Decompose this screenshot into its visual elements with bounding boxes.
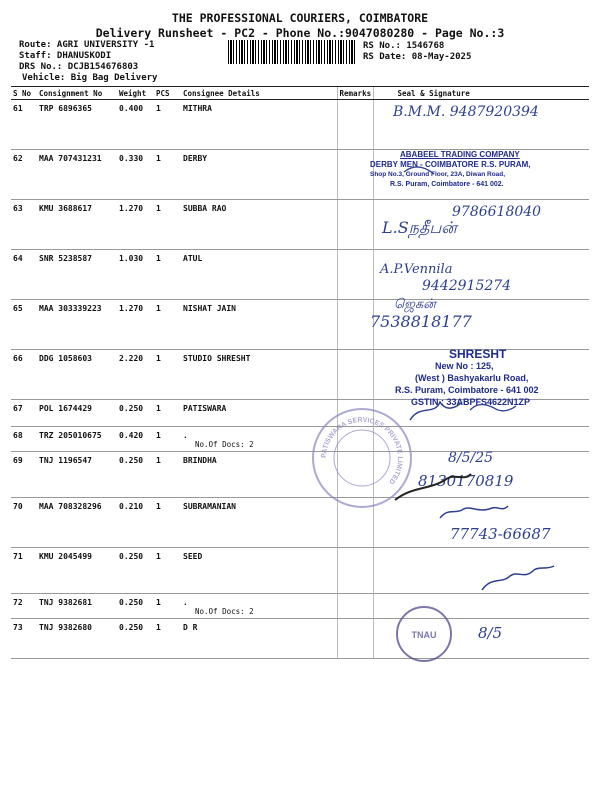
row-sno-text: 72 — [13, 598, 23, 607]
row-consignee-text: PATISWARA — [183, 404, 227, 413]
row-consignment-no-text: MAA 303339223 — [39, 304, 102, 313]
row-weight-text: 0.420 — [119, 431, 144, 440]
shresht-stamp-line-2: New No : 125, — [435, 361, 494, 371]
signature-63-name: L.Sநதீபன் — [382, 218, 457, 237]
row-consignment-no-text: SNR 5238587 — [39, 254, 92, 263]
row-pcs-text: 1 — [156, 456, 161, 465]
row-consignment-no-text: DDG 1058603 — [39, 354, 92, 363]
col-pcs: PCS — [154, 87, 181, 100]
col-sno: S No — [11, 87, 37, 100]
row-sno-text: 65 — [13, 304, 23, 313]
row-sno-text: 70 — [13, 502, 23, 511]
row-sno-text: 67 — [13, 404, 23, 413]
row-pcs-text: 1 — [156, 204, 161, 213]
row-sno-text: 71 — [13, 552, 23, 561]
row-sno-text: 66 — [13, 354, 23, 363]
row-consignment-no-text: KMU 3688617 — [39, 204, 92, 213]
row-weight-text: 0.250 — [119, 598, 144, 607]
signature-scribble-70 — [440, 506, 508, 518]
row-sno-text: 73 — [13, 623, 23, 632]
row-consignee-text: BRINDHA — [183, 456, 217, 465]
derby-stamp-line-4: R.S. Puram, Coimbatore - 641 002. — [390, 181, 504, 188]
row-docs-count: No.Of Docs: 2 — [195, 440, 254, 449]
signature-70-phone: 77743-66687 — [450, 525, 551, 543]
row-consignment-no-text: MAA 708328296 — [39, 502, 102, 511]
signature-65-phone: 7538818177 — [370, 312, 472, 331]
signature-scribble-71 — [482, 566, 554, 590]
row-pcs-text: 1 — [156, 623, 161, 632]
row-weight-text: 0.250 — [119, 623, 144, 632]
row-pcs-text: 1 — [156, 598, 161, 607]
signature-scribble-69 — [395, 474, 471, 500]
row-weight-text: 0.210 — [119, 502, 144, 511]
row-consignee-text: MITHRA — [183, 104, 212, 113]
row-consignee-text: SEED — [183, 552, 203, 561]
row-consignee-text: SUBRAMANIAN — [183, 502, 236, 511]
row-sno-text: 62 — [13, 154, 23, 163]
shresht-stamp-line-1: SHRESHT — [449, 347, 507, 361]
derby-stamp-line-3: Shop No.3, Ground Floor, 23A, Diwan Road, — [370, 171, 506, 178]
row-weight-text: 0.250 — [119, 552, 144, 561]
row-pcs-text: 1 — [156, 404, 161, 413]
rs-date: RS Date: 08-May-2025 — [363, 52, 472, 62]
signature-61: B.M.M. 9487920394 — [393, 104, 539, 120]
row-consignment-no-text: KMU 2045499 — [39, 552, 92, 561]
signature-69-phone: 8130170819 — [418, 472, 514, 490]
row-sno-text: 68 — [13, 431, 23, 440]
company-title: THE PROFESSIONAL COURIERS, COIMBATORE — [171, 11, 429, 25]
signature-73-date: 8/5 — [478, 624, 503, 642]
signature-64-phone: 9442915274 — [422, 278, 512, 294]
signature-63-phone: 9786618040 — [452, 204, 542, 220]
row-consignment-no-text: POL 1674429 — [39, 404, 92, 413]
tnau-seal-text: TNAU — [411, 630, 437, 640]
col-consignee: Consignee Details — [181, 87, 337, 100]
staff-label: Staff: DHANUSKODI — [19, 51, 112, 61]
row-weight-text: 1.030 — [119, 254, 144, 263]
route-label: Route: AGRI UNIVERSITY -1 — [19, 40, 155, 50]
row-docs-count: No.Of Docs: 2 — [195, 607, 254, 616]
signature-65-name: ஜெகன் — [394, 297, 436, 312]
shresht-stamp-line-4: R.S. Puram, Coimbatore - 641 002 — [395, 385, 539, 395]
col-consignment: Consignment No — [37, 87, 117, 100]
row-sno-text: 64 — [13, 254, 23, 263]
row-sno-text: 61 — [13, 104, 23, 113]
row-weight-text: 2.220 — [119, 354, 144, 363]
row-consignee-text: D R — [183, 623, 198, 632]
row-pcs-text: 1 — [156, 354, 161, 363]
derby-stamp-line-1: ABABEEL TRADING COMPANY — [400, 150, 520, 159]
col-remarks: Remarks — [337, 87, 373, 100]
col-weight: Weight — [117, 87, 154, 100]
row-consignment-no-text: TNJ 9382680 — [39, 623, 92, 632]
row-consignment-no-text: TNJ 1196547 — [39, 456, 92, 465]
row-consignment-no-text: MAA 707431231 — [39, 154, 102, 163]
signature-64-name: A.P.Vennila — [380, 262, 453, 277]
drs-number: DRS No.: DCJB154676803 — [19, 62, 139, 72]
row-pcs-text: 1 — [156, 154, 161, 163]
runsheet-subtitle: Delivery Runsheet - PC2 - Phone No.:9047080280 - Page No.:3 — [95, 26, 505, 40]
row-pcs-text: 1 — [156, 254, 161, 263]
row-consignee-text: DERBY — [183, 154, 208, 163]
row-pcs-text: 1 — [156, 104, 161, 113]
row-consignee-text: ATUL — [183, 254, 203, 263]
row-consignee-text: SUBBA RAO — [183, 204, 227, 213]
row-pcs-text: 1 — [156, 304, 161, 313]
row-consignment-no-text: TRZ 205010675 — [39, 431, 102, 440]
shresht-stamp-line-5: GSTIN : 33ABPFS4622N1ZP — [411, 397, 531, 407]
row-consignee-text: . — [183, 431, 188, 440]
row-weight-text: 1.270 — [119, 204, 144, 213]
row-weight-text: 0.400 — [119, 104, 144, 113]
derby-stamp-line-2: DERBY MEN - COIMBATORE R.S. PURAM, — [370, 160, 531, 169]
row-pcs-text: 1 — [156, 552, 161, 561]
row-weight-text: 0.250 — [119, 404, 144, 413]
signature-68-date: 8/5/25 — [448, 450, 494, 466]
row-weight-text: 0.330 — [119, 154, 144, 163]
seal-text: PATISWARA SERVICES PRIVATE LIMITED — [320, 416, 404, 486]
signature-scribble-62 — [404, 167, 434, 174]
row-consignee-text: STUDIO SHRESHT — [183, 354, 251, 363]
shresht-stamp-line-3: (West ) Bashyakarlu Road, — [415, 373, 529, 383]
signature-scribble-67b — [470, 405, 516, 411]
row-consignment-no-text: TNJ 9382681 — [39, 598, 92, 607]
row-weight-text: 1.270 — [119, 304, 144, 313]
row-sno-text: 63 — [13, 204, 23, 213]
vehicle-label: Vehicle: Big Bag Delivery — [22, 73, 158, 83]
row-consignee-text: NISHAT JAIN — [183, 304, 236, 313]
row-pcs-text: 1 — [156, 502, 161, 511]
rs-number: RS No.: 1546768 — [363, 41, 445, 51]
signature-scribble-67 — [410, 402, 462, 420]
col-seal-signature: Seal & Signature — [373, 87, 589, 100]
row-pcs-text: 1 — [156, 431, 161, 440]
row-consignment-no-text: TRP 6896365 — [39, 104, 92, 113]
row-consignee-text: . — [183, 598, 188, 607]
row-sno-text: 69 — [13, 456, 23, 465]
row-weight-text: 0.250 — [119, 456, 144, 465]
